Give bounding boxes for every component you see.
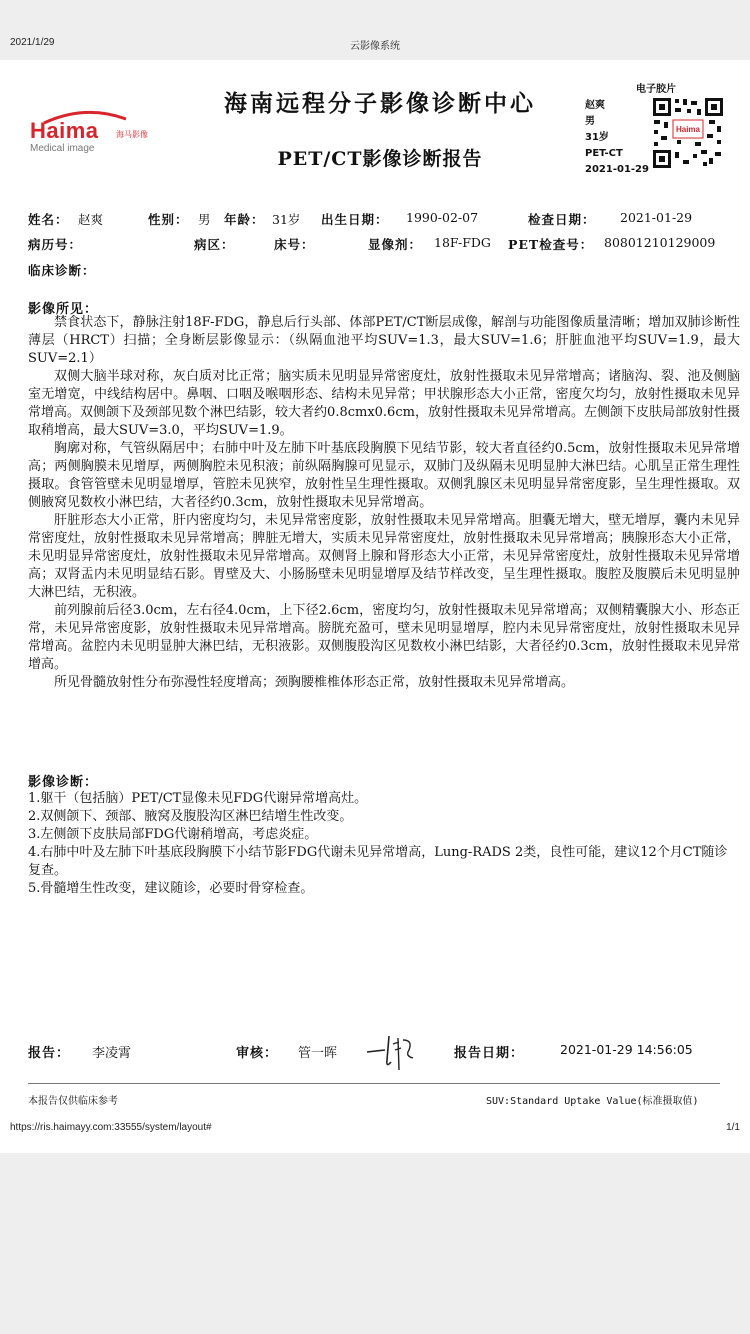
signature-icon: [365, 1030, 417, 1072]
exam-date: 2021-01-29: [620, 210, 693, 225]
ward-label: 病区：: [194, 237, 235, 252]
findings-body: [28, 314, 740, 692]
patient-card: [585, 98, 649, 178]
reporter-label: 报告：: [28, 1046, 71, 1061]
findings-title: 影像所见：: [28, 302, 99, 317]
card-date: 2021-01-29: [585, 164, 649, 175]
exam-date-label: 检查日期：: [528, 212, 596, 227]
print-url[interactable]: https://ris.haimayy.com:33555/system/layout#: [10, 1122, 212, 1133]
footer-divider: [28, 1083, 720, 1084]
logo-brand-cn: 海马影像: [116, 130, 148, 139]
diagnosis-item: 5.骨髓增生性改变，建议随诊，必要时骨穿检查。: [28, 881, 314, 896]
diagnosis-list: [28, 790, 740, 898]
suv-note: SUV:Standard Uptake Value(标准摄取值): [486, 1096, 699, 1107]
pet-no-label: PET检查号：: [508, 237, 594, 252]
diagnosis-item: 4.右肺中叶及左肺下叶基底段胸膜下小结节影FDG代谢未见异常增高，Lung-RADS 2类，良性可能，建议12个月CT随诊复查。: [28, 845, 728, 878]
print-page-number: 1/1: [726, 1122, 740, 1133]
reviewer-label: 审核：: [236, 1046, 279, 1061]
print-date: 2021/1/29: [10, 37, 55, 48]
reviewer-name: 管一晖: [298, 1046, 338, 1061]
findings-paragraph: 所见骨髓放射性分布弥漫性轻度增高；颈胸腰椎椎体形态正常，放射性摄取未见异常增高。: [54, 675, 575, 690]
diagnosis-item: 3.左侧颌下皮肤局部FDG代谢稍增高，考虑炎症。: [28, 827, 318, 842]
report-disclaimer: 本报告仅供临床参考: [28, 1096, 118, 1107]
reporter-name: 李凌霄: [92, 1046, 132, 1061]
record-no-label: 病历号：: [28, 237, 83, 252]
birth-label: 出生日期：: [321, 212, 389, 227]
age-label: 年龄：: [224, 212, 265, 227]
bed-label: 床号：: [274, 237, 315, 252]
findings-paragraph: 胸廓对称，气管纵隔居中；右肺中叶及左肺下叶基底段胸膜下见结节影，较大者直径约0.5cm，放射性摄取未见异常增高；两侧胸膜未见增厚，两侧胸腔未见积液；前纵隔胸腺可见显示，双肺门及纵隔未见明显肿大淋巴结。心肌呈正常生理性摄取。食管管壁未见明显增厚，管腔未见狭窄，放射性呈生理性摄取。双侧乳腺区未见明显异常密度影，呈生理性摄取。双侧腋窝见数枚小淋巴结，大者径约0.3cm，放射性摄取未见异常增高。: [28, 441, 740, 510]
report-subtitle: PET/CT影像诊断报告: [277, 148, 483, 170]
report-date-label: 报告日期：: [454, 1046, 525, 1061]
name-label: 姓名：: [28, 212, 69, 227]
logo-subtitle: Medical image: [30, 143, 95, 154]
pet-no: 80801210129009: [604, 235, 716, 250]
birth-date: 1990-02-07: [406, 210, 479, 225]
electronic-film-label: 电子胶片: [636, 84, 676, 95]
findings-paragraph: 前列腺前后径3.0cm，左右径4.0cm，上下径2.6cm，密度均匀，放射性摄取未见异常增高；双侧精囊腺大小、形态正常，未见异常密度影，放射性摄取未见异常增高。膀胱充盈可，壁未见明显增厚，腔内未见异常密度灶，放射性摄取未见异常增高。盆腔内未见明显肿大淋巴结，无积液影。双侧腹股沟区见数枚小淋巴结影，大者径约0.3cm，放射性摄取未见异常增高。: [28, 603, 740, 672]
qr-badge: Haima: [675, 125, 701, 134]
card-sex: 男: [585, 116, 595, 127]
card-name: 赵爽: [585, 100, 605, 111]
findings-paragraph: 肝脏形态大小正常，肝内密度均匀，未见异常密度影，放射性摄取未见异常增高。胆囊无增大，壁无增厚，囊内未见异常密度灶，放射性摄取未见异常增高；脾脏无增大，实质未见异常密度灶，放射性摄取未见异常增高；胰腺形态大小正常，未见明显异常密度灶，放射性摄取未见异常增高。双侧肾上腺和肾形态大小正常，未见异常密度灶，放射性摄取未见异常增高；双肾盂内未见明显结石影。胃壁及大、小肠肠壁未见明显增厚及结节样改变，呈生理性摄取。腹腔及腹膜后未见明显肿大淋巴结，无积液。: [28, 513, 740, 600]
patient-sex: 男: [198, 212, 211, 227]
patient-age: 31岁: [272, 212, 301, 227]
report-page: [0, 60, 750, 1153]
findings-paragraph: 禁食状态下，静脉注射18F-FDG，静息后行头部、体部PET/CT断层成像，解剖与功能图像质量清晰；增加双肺诊断性薄层（HRCT）扫描；全身断层影像显示：（纵隔血池平均SUV=1.3，最大SUV=1.6；肝脏血池平均SUV=1.9，最大SUV=2.1）: [28, 315, 740, 366]
card-age: 31岁: [585, 132, 609, 143]
report-title: 海南远程分子影像诊断中心: [224, 90, 536, 117]
sex-label: 性别：: [148, 212, 189, 227]
print-page-title: 云影像系统: [350, 41, 400, 52]
tracer-value: 18F-FDG: [434, 235, 491, 250]
diagnosis-item: 1.躯干（包括脑）PET/CT显像未见FDG代谢异常增高灶。: [28, 791, 368, 806]
tracer-label: 显像剂：: [368, 237, 423, 252]
diagnosis-item: 2.双侧颌下、颈部、腋窝及腹股沟区淋巴结增生性改变。: [28, 809, 353, 824]
logo-brand: Haima: [30, 118, 99, 143]
report-date: 2021-01-29 14:56:05: [560, 1042, 693, 1057]
clinical-diagnosis-label: 临床诊断：: [28, 263, 96, 278]
print-footer: [0, 1116, 750, 1146]
findings-paragraph: 双侧大脑半球对称，灰白质对比正常；脑实质未见明显异常密度灶，放射性摄取未见异常增高；诸脑沟、裂、池及侧脑室无增宽，中线结构居中。鼻咽、口咽及喉咽形态、结构未见异常；甲状腺形态大小正常，密度欠均匀，放射性摄取未见异常增高。双侧颌下及颈部见数个淋巴结影，较大者约0.8cmx0.6cm，放射性摄取未见异常增高。左侧颌下皮肤局部放射性摄取稍增高，最大SUV=3.0，平均SUV=1.9。: [28, 369, 740, 438]
haima-logo: [30, 110, 150, 154]
qr-code-icon[interactable]: [651, 96, 725, 170]
card-modality: PET-CT: [585, 148, 623, 159]
diagnosis-title: 影像诊断：: [28, 775, 99, 790]
print-header: [0, 0, 750, 60]
patient-name: 赵爽: [78, 212, 104, 227]
